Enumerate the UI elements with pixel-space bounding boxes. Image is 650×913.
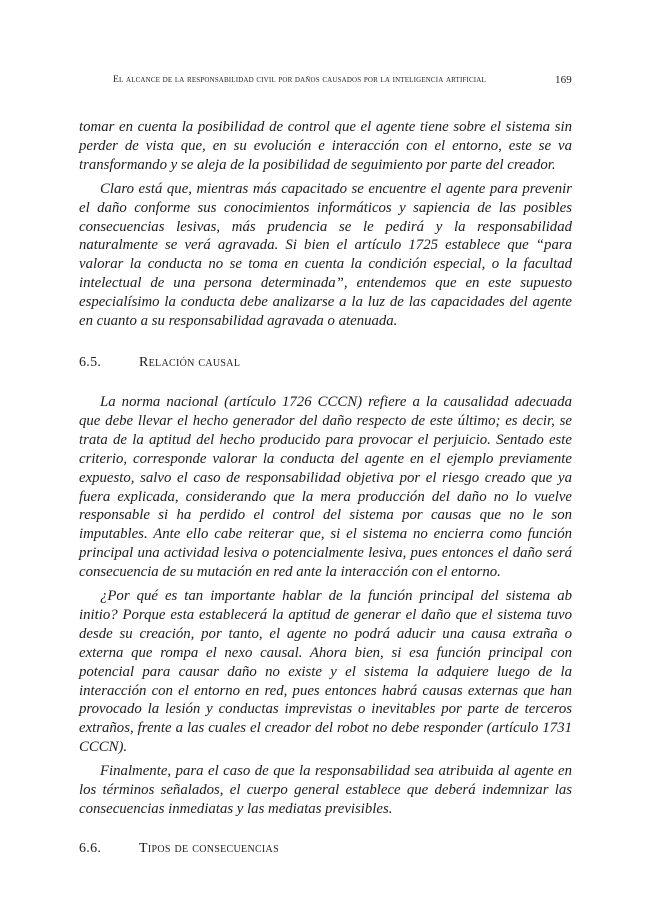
paragraph: Finalmente, para el caso de que la responsabilidad sea atribuida al agente en los términos señalados, el cuerpo general establece que deberá indemnizar las consecuencias inmediatas y las mediatas previsibles. — [79, 763, 572, 817]
section-heading-6-5 — [79, 355, 572, 375]
section-heading-6-6 — [79, 841, 572, 861]
page-number: 169 — [555, 74, 572, 86]
section-number: 6.5. — [79, 354, 102, 370]
section-title: Relación causal — [139, 354, 241, 370]
paragraph: Claro está que, mientras más capacitado se encuentre el agente para prevenir el daño conforme sus conocimientos informáticos y sapiencia de las posibles consecuencias lesivas, más prudencia se le pedirá y la responsabilidad naturalmente se verá agravada. Si bien el artículo 1725 establece que “para valorar la conducta no se toma en cuenta la condición especial, o la facultad intelectual de una persona determinada”, entendemos que en este supuesto especialísimo la conducta debe analizarse a la luz de las capacidades del agente en cuanto a su responsabilidad agravada o atenuada. — [79, 180, 572, 330]
paragraph: ¿Por qué es tan importante hablar de la función principal del sistema ab initio? Porque esta establecerá la aptitud de generar el daño que el sistema tuvo desde su creación, por tanto, el agente no podrá aducir una causa extraña o externa que rompa el nexo causal. Ahora bien, si esa función principal con potencial para causar daño no existe y el sistema la adquiere luego de la interacción con el entorno en red, pues entonces habrá causas externas que han provocado la lesión y conductas imprevistas o inevitables por parte de terceros extraños, frente a las cuales el creador del robot no debe responder (artículo 1731 CCCN). — [79, 588, 572, 756]
paragraph: La norma nacional (artículo 1726 CCCN) refiere a la causalidad adecuada que debe llevar el hecho generador del daño respecto de este último; es decir, se trata de la aptitud del hecho producido para provocar el perjuicio. Sentado este criterio, corresponde valorar la conducta del agente en el ejemplo previamente expuesto, salvo el caso de responsabilidad objetiva por el riesgo creado que ya fuera explicada, considerando que la mera producción del daño no lo vuelve responsable si ha perdido el control del sistema por causas que no le son imputables. Ante ello cabe reiterar que, si el sistema no encierra como función principal una actividad lesiva o potencialmente lesiva, pues entonces el daño será consecuencia de su mutación en red ante la interacción con el entorno. — [79, 393, 572, 581]
page-body — [79, 118, 572, 861]
section-number: 6.6. — [79, 840, 102, 856]
section-title: Tipos de consecuencias — [139, 840, 279, 856]
running-title: El alcance de la responsabilidad civil por daños causados por la inteligencia artificial — [113, 74, 486, 85]
paragraph-continuation: tomar en cuenta la posibilidad de control que el agente tiene sobre el sistema sin perder de vista que, en su evolución e interacción con el entorno, este se va transformando y se aleja de la posibilidad de seguimiento por parte del creador. — [79, 119, 572, 173]
